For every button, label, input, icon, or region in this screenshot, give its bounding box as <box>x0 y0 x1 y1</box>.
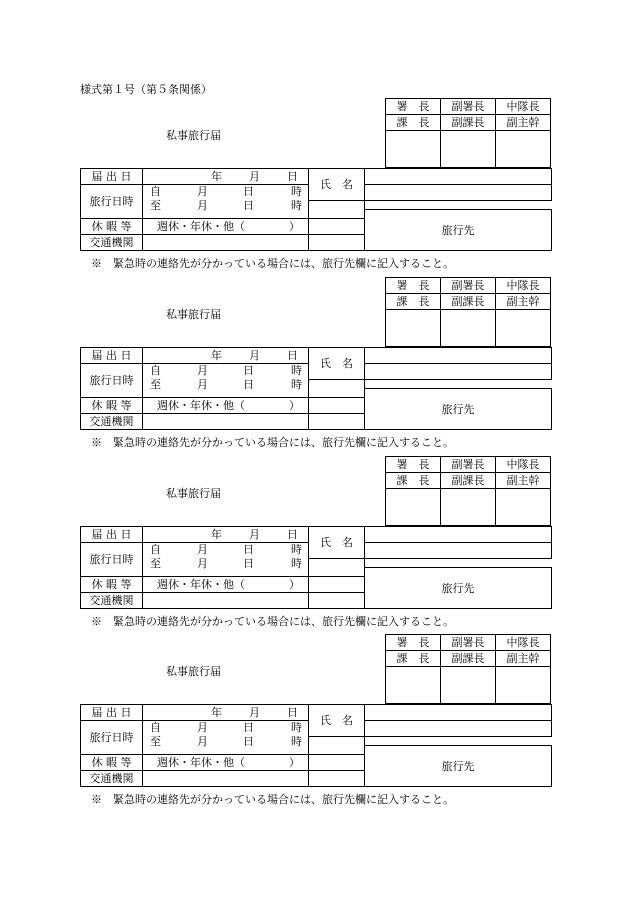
approval-header-company-commander: 中隊長 <box>496 278 551 294</box>
travel-datetime-label: 旅行日時 <box>81 721 143 755</box>
approval-header-chief: 署 長 <box>386 635 441 651</box>
stamp-box[interactable] <box>496 310 551 347</box>
day-unit: 日 <box>243 185 254 198</box>
travel-details-table <box>80 704 552 787</box>
travel-datetime-field[interactable] <box>143 543 309 577</box>
filing-date-field[interactable] <box>143 527 309 543</box>
approval-stamp-table <box>385 634 551 704</box>
travel-notice-form <box>80 634 551 809</box>
to-label: 至 <box>150 557 161 570</box>
leave-label: 休 暇 等 <box>81 755 143 771</box>
travel-datetime-field[interactable] <box>143 364 309 398</box>
day-unit: 日 <box>287 706 298 719</box>
name-label: 氏 名 <box>309 527 365 559</box>
hour-unit: 時 <box>291 185 302 198</box>
name-field-line[interactable] <box>365 169 552 185</box>
travel-datetime-label: 旅行日時 <box>81 185 143 219</box>
to-label: 至 <box>150 735 161 748</box>
destination-field-line[interactable] <box>309 414 365 430</box>
travel-notice-form <box>80 456 551 631</box>
to-label: 至 <box>150 378 161 391</box>
year-unit: 年 <box>211 528 222 541</box>
leave-type-field[interactable] <box>143 755 309 771</box>
day-unit: 日 <box>243 543 254 556</box>
travel-datetime-label: 旅行日時 <box>81 364 143 398</box>
approval-header-deputy-section-chief: 副課長 <box>441 115 496 131</box>
approval-header-deputy-chief: 副署長 <box>441 278 496 294</box>
filing-date-label: 届 出 日 <box>81 705 143 721</box>
stamp-box[interactable] <box>386 131 441 168</box>
travel-datetime-label: 旅行日時 <box>81 543 143 577</box>
destination-label: 旅行先 <box>365 746 552 787</box>
leave-type-field[interactable] <box>143 577 309 593</box>
day-unit: 日 <box>287 528 298 541</box>
emergency-contact-note: ※ 緊急時の連絡先が分かっている場合には、旅行先欄に記入すること。 <box>91 436 454 449</box>
stamp-box[interactable] <box>441 489 496 526</box>
stamp-box[interactable] <box>496 489 551 526</box>
leave-type-field[interactable] <box>143 398 309 414</box>
name-field-line[interactable] <box>365 527 552 543</box>
name-field-line[interactable] <box>309 380 365 398</box>
approval-header-company-commander: 中隊長 <box>496 99 551 115</box>
year-unit: 年 <box>211 349 222 362</box>
approval-header-section-chief: 課 長 <box>386 294 441 310</box>
day-unit: 日 <box>287 349 298 362</box>
travel-details-table <box>80 347 552 430</box>
approval-header-deputy-section-chief: 副課長 <box>441 473 496 489</box>
travel-details-table <box>80 526 552 609</box>
transport-label: 交通機関 <box>81 235 143 251</box>
close-paren: ） <box>289 399 300 412</box>
approval-header-section-chief: 課 長 <box>386 473 441 489</box>
destination-field-line[interactable] <box>309 593 365 609</box>
hour-unit: 時 <box>291 543 302 556</box>
travel-notice-form <box>80 98 551 273</box>
leave-label: 休 暇 等 <box>81 219 143 235</box>
name-field-line[interactable] <box>365 185 552 201</box>
transport-field[interactable] <box>143 593 309 609</box>
from-label: 自 <box>150 185 161 198</box>
stamp-box[interactable] <box>386 489 441 526</box>
destination-field-line[interactable] <box>309 577 365 593</box>
destination-field-line[interactable] <box>309 235 365 251</box>
approval-header-section-chief: 課 長 <box>386 651 441 667</box>
travel-notice-form <box>80 277 551 452</box>
transport-label: 交通機関 <box>81 414 143 430</box>
name-label: 氏 名 <box>309 348 365 380</box>
form-title: 私事旅行届 <box>166 129 221 142</box>
travel-datetime-field[interactable] <box>143 721 309 755</box>
filing-date-label: 届 出 日 <box>81 348 143 364</box>
form-title: 私事旅行届 <box>166 487 221 500</box>
month-unit: 月 <box>197 543 208 556</box>
name-label: 氏 名 <box>309 705 365 737</box>
transport-field[interactable] <box>143 235 309 251</box>
month-unit: 月 <box>197 378 208 391</box>
hour-unit: 時 <box>291 721 302 734</box>
approval-header-deputy-manager: 副主幹 <box>496 294 551 310</box>
name-field-line[interactable] <box>309 737 365 755</box>
stamp-box[interactable] <box>441 310 496 347</box>
stamp-box[interactable] <box>441 131 496 168</box>
approval-header-chief: 署 長 <box>386 278 441 294</box>
destination-label: 旅行先 <box>365 210 552 251</box>
travel-details-table <box>80 168 552 251</box>
form-number-header: 様式第１号（第５条関係） <box>80 83 212 96</box>
month-unit: 月 <box>197 721 208 734</box>
approval-stamp-table <box>385 456 551 526</box>
stamp-box[interactable] <box>386 310 441 347</box>
transport-label: 交通機関 <box>81 593 143 609</box>
name-field-line[interactable] <box>365 348 552 364</box>
approval-header-company-commander: 中隊長 <box>496 457 551 473</box>
day-unit: 日 <box>243 557 254 570</box>
year-unit: 年 <box>211 170 222 183</box>
travel-datetime-field[interactable] <box>143 185 309 219</box>
month-unit: 月 <box>249 528 260 541</box>
hour-unit: 時 <box>291 735 302 748</box>
stamp-box[interactable] <box>386 667 441 704</box>
month-unit: 月 <box>197 199 208 212</box>
destination-label: 旅行先 <box>365 568 552 609</box>
leave-types-text: 週休・年休・他（ <box>157 756 245 769</box>
approval-header-chief: 署 長 <box>386 457 441 473</box>
approval-header-deputy-chief: 副署長 <box>441 457 496 473</box>
to-label: 至 <box>150 199 161 212</box>
transport-label: 交通機関 <box>81 771 143 787</box>
hour-unit: 時 <box>291 199 302 212</box>
leave-types-text: 週休・年休・他（ <box>157 399 245 412</box>
leave-label: 休 暇 等 <box>81 398 143 414</box>
name-field-line[interactable] <box>365 364 552 380</box>
approval-header-company-commander: 中隊長 <box>496 635 551 651</box>
close-paren: ） <box>289 578 300 591</box>
name-field-line[interactable] <box>365 705 552 721</box>
approval-header-deputy-section-chief: 副課長 <box>441 294 496 310</box>
stamp-box[interactable] <box>496 131 551 168</box>
form-title: 私事旅行届 <box>166 665 221 678</box>
hour-unit: 時 <box>291 557 302 570</box>
name-field-line[interactable] <box>365 721 552 737</box>
form-title: 私事旅行届 <box>166 308 221 321</box>
approval-header-deputy-chief: 副署長 <box>441 635 496 651</box>
from-label: 自 <box>150 543 161 556</box>
name-field-line[interactable] <box>309 559 365 577</box>
emergency-contact-note: ※ 緊急時の連絡先が分かっている場合には、旅行先欄に記入すること。 <box>91 793 454 806</box>
approval-header-deputy-manager: 副主幹 <box>496 473 551 489</box>
destination-field-line[interactable] <box>309 398 365 414</box>
day-unit: 日 <box>243 721 254 734</box>
transport-field[interactable] <box>143 771 309 787</box>
emergency-contact-note: ※ 緊急時の連絡先が分かっている場合には、旅行先欄に記入すること。 <box>91 615 454 628</box>
approval-stamp-table <box>385 98 551 168</box>
from-label: 自 <box>150 364 161 377</box>
month-unit: 月 <box>249 170 260 183</box>
close-paren: ） <box>289 756 300 769</box>
stamp-box[interactable] <box>441 667 496 704</box>
month-unit: 月 <box>197 557 208 570</box>
day-unit: 日 <box>287 170 298 183</box>
month-unit: 月 <box>249 706 260 719</box>
leave-type-field[interactable] <box>143 219 309 235</box>
hour-unit: 時 <box>291 378 302 391</box>
hour-unit: 時 <box>291 364 302 377</box>
leave-label: 休 暇 等 <box>81 577 143 593</box>
destination-label: 旅行先 <box>365 389 552 430</box>
destination-field-line[interactable] <box>309 219 365 235</box>
approval-stamp-table <box>385 277 551 347</box>
destination-field-line[interactable] <box>309 771 365 787</box>
close-paren: ） <box>289 220 300 233</box>
emergency-contact-note: ※ 緊急時の連絡先が分かっている場合には、旅行先欄に記入すること。 <box>91 257 454 270</box>
filing-date-label: 届 出 日 <box>81 527 143 543</box>
day-unit: 日 <box>243 364 254 377</box>
approval-header-deputy-manager: 副主幹 <box>496 651 551 667</box>
transport-field[interactable] <box>143 414 309 430</box>
month-unit: 月 <box>197 735 208 748</box>
day-unit: 日 <box>243 378 254 391</box>
from-label: 自 <box>150 721 161 734</box>
approval-header-deputy-section-chief: 副課長 <box>441 651 496 667</box>
leave-types-text: 週休・年休・他（ <box>157 578 245 591</box>
approval-header-deputy-chief: 副署長 <box>441 99 496 115</box>
name-label: 氏 名 <box>309 169 365 201</box>
day-unit: 日 <box>243 199 254 212</box>
name-field-line[interactable] <box>365 543 552 559</box>
approval-header-chief: 署 長 <box>386 99 441 115</box>
year-unit: 年 <box>211 706 222 719</box>
approval-header-deputy-manager: 副主幹 <box>496 115 551 131</box>
filing-date-field[interactable] <box>143 705 309 721</box>
filing-date-field[interactable] <box>143 169 309 185</box>
month-unit: 月 <box>249 349 260 362</box>
day-unit: 日 <box>243 735 254 748</box>
stamp-box[interactable] <box>496 667 551 704</box>
filing-date-label: 届 出 日 <box>81 169 143 185</box>
month-unit: 月 <box>197 364 208 377</box>
approval-header-section-chief: 課 長 <box>386 115 441 131</box>
month-unit: 月 <box>197 185 208 198</box>
filing-date-field[interactable] <box>143 348 309 364</box>
name-field-line[interactable] <box>309 201 365 219</box>
leave-types-text: 週休・年休・他（ <box>157 220 245 233</box>
destination-field-line[interactable] <box>309 755 365 771</box>
